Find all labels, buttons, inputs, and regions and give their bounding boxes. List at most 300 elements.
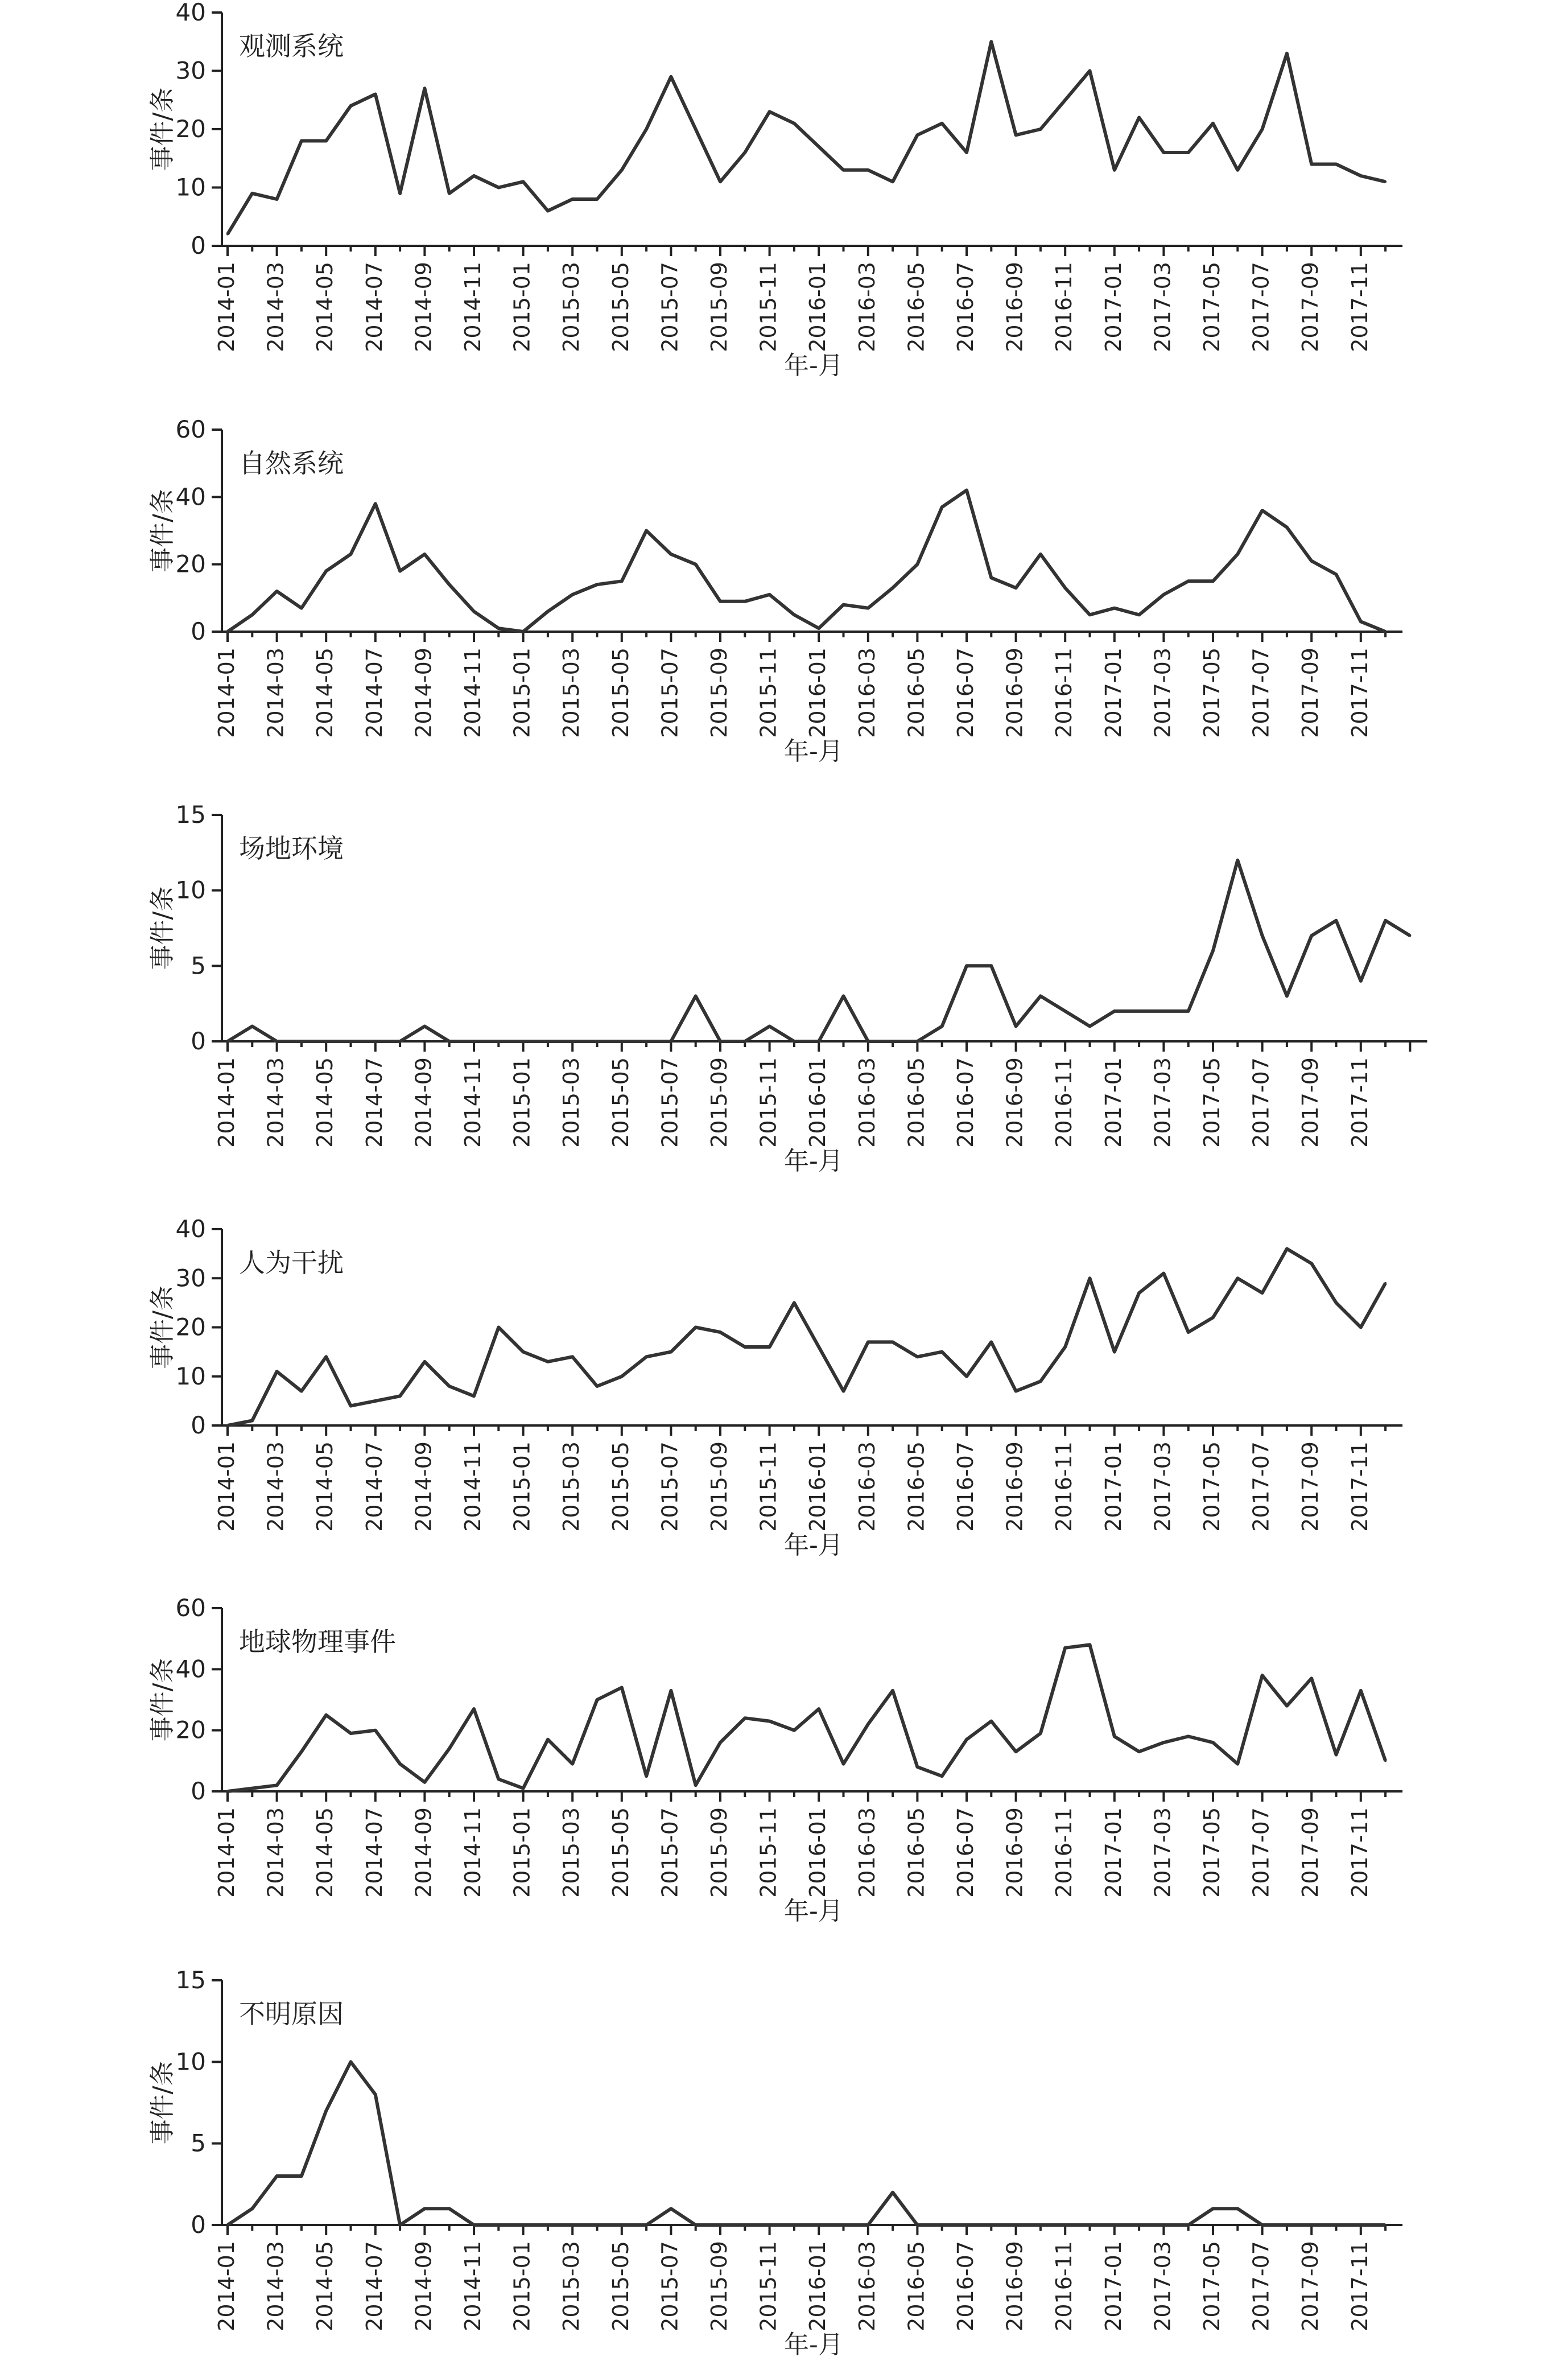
- x-tick-label: 2016-09: [1002, 262, 1028, 352]
- data-point: [1236, 859, 1239, 862]
- x-tick-label: 2017-03: [1150, 1441, 1175, 1532]
- data-point: [1360, 1326, 1362, 1329]
- x-tick-label: 2014-03: [263, 1441, 288, 1532]
- data-point: [325, 1040, 327, 1043]
- data-point: [965, 151, 968, 154]
- x-tick-label: 2017-07: [1248, 1441, 1274, 1532]
- data-point: [892, 180, 894, 183]
- data-point: [916, 563, 918, 566]
- data-point: [522, 631, 525, 633]
- data-point: [423, 553, 426, 555]
- data-point: [744, 600, 746, 603]
- x-tick-label: 2017-09: [1298, 648, 1323, 738]
- data-point: [1138, 117, 1140, 119]
- x-tick-label: 2017-01: [1100, 1441, 1126, 1532]
- data-point: [374, 2094, 377, 2096]
- series-line: [228, 491, 1385, 632]
- x-tick-label: 2015-03: [559, 2241, 584, 2331]
- data-point: [374, 502, 377, 505]
- data-point: [1360, 175, 1362, 177]
- data-point: [1039, 128, 1042, 130]
- data-point: [276, 1040, 278, 1043]
- y-axis-label: 事件/条: [148, 886, 177, 970]
- data-point: [769, 1720, 771, 1723]
- x-tick-label: 2014-05: [312, 1057, 338, 1148]
- panel-title: 自然系统: [239, 448, 344, 479]
- y-tick-label: 10: [175, 1362, 206, 1390]
- data-point: [596, 1699, 599, 1701]
- data-point: [547, 210, 549, 212]
- data-point: [1039, 995, 1042, 997]
- data-point: [399, 1763, 401, 1765]
- x-tick-label: 2016-01: [805, 648, 831, 738]
- x-tick-label: 2016-07: [953, 648, 978, 738]
- data-point: [1138, 1010, 1140, 1012]
- x-tick-label: 2017-09: [1298, 1057, 1323, 1148]
- data-point: [1261, 1674, 1264, 1676]
- chart-panel-6: [148, 1966, 1402, 2358]
- x-tick-label: 2015-05: [608, 2241, 633, 2331]
- data-point: [448, 1385, 451, 1387]
- data-point: [226, 233, 229, 236]
- data-point: [473, 611, 475, 613]
- x-tick-label: 2017-11: [1347, 1441, 1372, 1532]
- data-point: [1162, 151, 1165, 154]
- x-tick-label: 2015-11: [756, 1057, 781, 1148]
- data-point: [1187, 1010, 1190, 1012]
- y-tick-label: 30: [175, 1264, 206, 1292]
- x-tick-label: 2016-07: [953, 1057, 978, 1148]
- panel-title: 人为干扰: [239, 1247, 344, 1278]
- x-tick-label: 2017-03: [1150, 261, 1175, 352]
- y-tick-label: 40: [175, 1655, 206, 1683]
- x-tick-label: 2015-07: [657, 2241, 683, 2331]
- data-point: [941, 1351, 943, 1353]
- data-point: [965, 489, 968, 492]
- x-tick-label: 2017-09: [1298, 1807, 1323, 1898]
- x-tick-label: 2016-03: [854, 2241, 880, 2331]
- x-axis-label: 年-月: [784, 1531, 843, 1560]
- data-point: [1064, 2224, 1066, 2226]
- y-axis-label: 事件/条: [148, 1658, 177, 1742]
- data-point: [1212, 950, 1214, 952]
- data-point: [744, 1346, 746, 1348]
- data-point: [547, 1361, 549, 1363]
- x-tick-label: 2016-03: [854, 1807, 880, 1898]
- data-point: [965, 1375, 968, 1378]
- data-point: [251, 613, 253, 616]
- y-tick-label: 60: [175, 1594, 206, 1622]
- x-tick-label: 2014-01: [214, 648, 239, 738]
- data-point: [399, 570, 401, 572]
- x-tick-label: 2016-09: [1002, 1807, 1028, 1898]
- data-point: [892, 1040, 894, 1043]
- data-point: [769, 1346, 771, 1348]
- data-point: [1162, 1272, 1165, 1275]
- data-point: [571, 1040, 573, 1043]
- x-tick-label: 2016-11: [1051, 262, 1077, 352]
- x-tick-label: 2017-11: [1347, 1807, 1372, 1898]
- x-tick-label: 2016-07: [953, 1441, 978, 1532]
- data-point: [300, 1750, 303, 1753]
- data-point: [843, 604, 845, 606]
- data-point: [892, 2191, 894, 2194]
- x-tick-label: 2017-07: [1248, 2241, 1274, 2331]
- x-tick-label: 2015-09: [707, 262, 732, 352]
- data-point: [867, 2224, 869, 2226]
- data-point: [1261, 128, 1264, 130]
- x-tick-label: 2014-01: [214, 2241, 239, 2331]
- data-point: [990, 965, 992, 967]
- x-tick-label: 2017-03: [1150, 2241, 1175, 2331]
- data-point: [350, 1405, 352, 1407]
- data-point: [251, 192, 253, 195]
- data-point: [793, 122, 795, 125]
- chart-panel-3: [148, 801, 1427, 1176]
- data-point: [571, 1763, 573, 1765]
- data-point: [1113, 1010, 1116, 1012]
- x-tick-label: 2017-07: [1248, 648, 1274, 738]
- data-point: [596, 1040, 599, 1043]
- y-tick-label: 20: [175, 550, 206, 578]
- data-point: [769, 594, 771, 596]
- data-point: [374, 1400, 377, 1402]
- x-tick-label: 2015-07: [657, 1807, 683, 1898]
- panel-title: 观测系统: [239, 31, 344, 61]
- x-tick-label: 2016-11: [1051, 648, 1077, 738]
- axes: [222, 1980, 1402, 2225]
- data-point: [423, 1025, 426, 1027]
- data-point: [793, 2224, 795, 2226]
- y-tick-label: 15: [175, 801, 206, 829]
- y-tick-label: 5: [191, 951, 206, 980]
- x-tick-label: 2014-05: [312, 648, 338, 738]
- data-point: [596, 198, 599, 200]
- x-tick-label: 2016-09: [1002, 1441, 1028, 1532]
- data-point: [621, 1687, 623, 1689]
- data-point: [719, 2224, 721, 2226]
- y-tick-label: 40: [175, 0, 206, 26]
- data-point: [1113, 1351, 1116, 1353]
- data-point: [522, 1787, 525, 1790]
- y-tick-label: 40: [175, 483, 206, 511]
- data-point: [1187, 2224, 1190, 2226]
- data-point: [522, 180, 525, 183]
- data-point: [276, 198, 278, 200]
- data-point: [399, 2224, 401, 2226]
- data-point: [621, 580, 623, 582]
- chart-panel-5: [148, 1594, 1402, 1926]
- x-tick-label: 2017-07: [1248, 1057, 1274, 1148]
- data-point: [1089, 2224, 1091, 2226]
- data-point: [1310, 163, 1313, 166]
- x-tick-label: 2014-01: [214, 1441, 239, 1532]
- x-tick-label: 2014-07: [361, 1057, 387, 1148]
- chart-panel-1: [148, 0, 1402, 380]
- data-point: [1261, 934, 1264, 937]
- x-tick-label: 2015-05: [608, 262, 633, 352]
- x-tick-label: 2016-07: [953, 1807, 978, 1898]
- data-point: [941, 1775, 943, 1777]
- y-tick-label: 10: [175, 173, 206, 201]
- data-point: [793, 1729, 795, 1732]
- data-point: [941, 1025, 943, 1027]
- data-point: [941, 122, 943, 125]
- data-point: [1113, 607, 1116, 609]
- x-tick-label: 2017-01: [1100, 1807, 1126, 1898]
- data-point: [300, 1390, 303, 1392]
- x-tick-label: 2016-07: [953, 262, 978, 352]
- x-tick-label: 2016-07: [953, 2241, 978, 2331]
- x-tick-label: 2014-09: [411, 2241, 436, 2331]
- data-point: [1015, 1025, 1017, 1027]
- y-tick-label: 10: [175, 2047, 206, 2076]
- data-point: [892, 587, 894, 589]
- data-point: [448, 192, 451, 195]
- x-tick-label: 2016-09: [1002, 1057, 1028, 1148]
- x-tick-label: 2016-05: [903, 262, 929, 352]
- y-tick-label: 20: [175, 115, 206, 143]
- data-point: [1335, 2224, 1338, 2226]
- data-point: [1039, 553, 1042, 555]
- data-point: [325, 1714, 327, 1716]
- data-point: [670, 1690, 672, 1692]
- data-point: [596, 2224, 599, 2226]
- data-point: [522, 2224, 525, 2226]
- x-tick-label: 2014-03: [263, 2241, 288, 2331]
- data-point: [645, 1040, 647, 1043]
- x-tick-label: 2014-05: [312, 1807, 338, 1898]
- data-point: [719, 1040, 721, 1043]
- data-point: [1015, 2224, 1017, 2226]
- x-tick-label: 2015-09: [707, 648, 732, 738]
- data-point: [1286, 995, 1288, 997]
- x-tick-label: 2015-09: [707, 1441, 732, 1532]
- data-point: [1039, 1732, 1042, 1734]
- x-tick-label: 2017-11: [1347, 1057, 1372, 1148]
- data-point: [1064, 1346, 1066, 1348]
- data-point: [497, 1326, 500, 1329]
- data-point: [1335, 163, 1338, 166]
- data-point: [1187, 151, 1190, 154]
- data-point: [226, 1790, 229, 1793]
- chart-panel-4: [148, 1215, 1402, 1560]
- data-point: [892, 1341, 894, 1343]
- x-tick-label: 2015-03: [559, 1807, 584, 1898]
- data-point: [571, 594, 573, 596]
- data-point: [695, 128, 697, 130]
- x-tick-label: 2014-05: [312, 262, 338, 352]
- data-point: [226, 1040, 229, 1043]
- data-point: [226, 631, 229, 633]
- data-point: [818, 1040, 820, 1043]
- data-point: [719, 1741, 721, 1744]
- x-tick-label: 2017-09: [1298, 262, 1323, 352]
- data-point: [1384, 1282, 1387, 1284]
- x-tick-label: 2017-03: [1150, 647, 1175, 738]
- data-point: [325, 140, 327, 142]
- data-point: [818, 627, 820, 629]
- data-point: [596, 583, 599, 586]
- data-point: [1089, 1277, 1091, 1279]
- data-point: [843, 2224, 845, 2226]
- data-point: [399, 1395, 401, 1397]
- data-point: [1089, 70, 1091, 72]
- data-point: [867, 607, 869, 609]
- x-tick-label: 2015-03: [559, 1057, 584, 1148]
- data-point: [990, 1341, 992, 1343]
- data-point: [374, 93, 377, 96]
- data-point: [843, 1390, 845, 1392]
- data-point: [497, 1778, 500, 1781]
- x-tick-label: 2015-01: [509, 1057, 535, 1148]
- data-point: [399, 192, 401, 195]
- x-tick-label: 2014-09: [411, 1057, 436, 1148]
- data-point: [325, 2109, 327, 2112]
- data-point: [473, 2224, 475, 2226]
- x-axis-label: 年-月: [784, 1147, 843, 1176]
- x-tick-label: 2014-01: [214, 1057, 239, 1148]
- x-tick-label: 2015-03: [559, 1441, 584, 1532]
- data-point: [818, 1346, 820, 1348]
- x-tick-label: 2015-03: [559, 648, 584, 738]
- data-point: [497, 187, 500, 189]
- data-point: [1261, 509, 1264, 512]
- x-tick-label: 2016-11: [1051, 1807, 1077, 1898]
- data-point: [793, 1301, 795, 1304]
- x-tick-label: 2014-07: [361, 1807, 387, 1898]
- data-point: [670, 1040, 672, 1043]
- data-point: [448, 2207, 451, 2210]
- data-point: [719, 600, 721, 603]
- data-point: [1261, 2224, 1264, 2226]
- data-point: [1162, 1741, 1165, 1744]
- data-point: [1113, 1735, 1116, 1737]
- y-tick-label: 10: [175, 876, 206, 904]
- data-point: [990, 2224, 992, 2226]
- data-point: [1015, 1750, 1017, 1753]
- x-tick-label: 2015-11: [756, 1807, 781, 1898]
- x-tick-label: 2015-03: [559, 261, 584, 352]
- x-tick-label: 2017-09: [1298, 2241, 1323, 2331]
- data-point: [941, 2224, 943, 2226]
- data-point: [350, 105, 352, 107]
- data-point: [1162, 1010, 1165, 1012]
- y-tick-label: 60: [175, 415, 206, 443]
- data-point: [1089, 613, 1091, 616]
- data-point: [423, 1781, 426, 1783]
- x-tick-label: 2015-11: [756, 262, 781, 352]
- data-point: [1360, 620, 1362, 623]
- x-tick-label: 2017-05: [1199, 1057, 1224, 1148]
- x-tick-label: 2017-05: [1199, 1441, 1224, 1532]
- x-tick-label: 2016-11: [1051, 2241, 1077, 2331]
- data-point: [448, 583, 451, 586]
- data-point: [1187, 1331, 1190, 1333]
- x-tick-label: 2014-11: [460, 1441, 485, 1532]
- data-point: [1064, 1647, 1066, 1649]
- data-point: [867, 1723, 869, 1725]
- data-point: [1384, 1760, 1387, 1762]
- data-point: [645, 530, 647, 532]
- data-point: [645, 1355, 647, 1358]
- y-axis-label: 事件/条: [148, 489, 177, 572]
- data-point: [670, 76, 672, 78]
- x-tick-label: 2017-05: [1199, 648, 1224, 738]
- data-point: [916, 1766, 918, 1768]
- data-point: [350, 1040, 352, 1043]
- data-point: [1335, 1754, 1338, 1756]
- y-tick-label: 20: [175, 1716, 206, 1744]
- x-tick-label: 2014-09: [411, 1441, 436, 1532]
- data-point: [276, 1370, 278, 1373]
- series-line: [228, 1249, 1385, 1426]
- data-point: [1138, 1292, 1140, 1294]
- y-axis-label: 事件/条: [148, 2061, 177, 2145]
- x-tick-label: 2017-01: [1100, 2241, 1126, 2331]
- y-tick-label: 15: [175, 1966, 206, 1994]
- axes: [222, 430, 1402, 632]
- data-point: [226, 1424, 229, 1427]
- data-point: [1360, 980, 1362, 982]
- data-point: [1236, 2207, 1239, 2210]
- x-tick-label: 2014-09: [411, 262, 436, 352]
- data-point: [1286, 2224, 1288, 2226]
- data-point: [1138, 2224, 1140, 2226]
- x-tick-label: 2016-01: [805, 1807, 831, 1898]
- x-axis-label: 年-月: [784, 2330, 843, 2358]
- x-axis-label: 年-月: [784, 351, 843, 380]
- x-tick-label: 2014-03: [263, 261, 288, 352]
- data-point: [1039, 1380, 1042, 1382]
- x-tick-label: 2014-05: [312, 1441, 338, 1532]
- data-point: [719, 180, 721, 183]
- x-tick-label: 2014-01: [214, 1807, 239, 1898]
- x-tick-label: 2016-01: [805, 1441, 831, 1532]
- data-point: [916, 2224, 918, 2226]
- data-point: [744, 1717, 746, 1719]
- data-point: [867, 1040, 869, 1043]
- data-point: [571, 2224, 573, 2226]
- x-tick-label: 2014-07: [361, 1441, 387, 1532]
- data-point: [1236, 553, 1239, 555]
- data-point: [497, 627, 500, 629]
- data-point: [1335, 573, 1338, 575]
- data-point: [695, 563, 697, 566]
- data-point: [843, 169, 845, 171]
- x-tick-label: 2016-01: [805, 1057, 831, 1148]
- data-point: [596, 1385, 599, 1387]
- y-tick-label: 40: [175, 1215, 206, 1243]
- data-point: [1015, 1390, 1017, 1392]
- x-tick-label: 2015-09: [707, 1807, 732, 1898]
- data-point: [522, 1040, 525, 1043]
- data-point: [1310, 934, 1313, 937]
- y-tick-label: 5: [191, 2129, 206, 2157]
- data-point: [695, 1326, 697, 1329]
- data-point: [251, 2207, 253, 2210]
- data-point: [1360, 1690, 1362, 1692]
- data-point: [990, 1720, 992, 1723]
- data-point: [621, 2224, 623, 2226]
- x-tick-label: 2014-05: [312, 2241, 338, 2331]
- data-point: [621, 1040, 623, 1043]
- data-point: [1015, 587, 1017, 589]
- data-point: [497, 1040, 500, 1043]
- y-tick-label: 0: [191, 232, 206, 259]
- data-point: [300, 2175, 303, 2177]
- data-point: [300, 140, 303, 142]
